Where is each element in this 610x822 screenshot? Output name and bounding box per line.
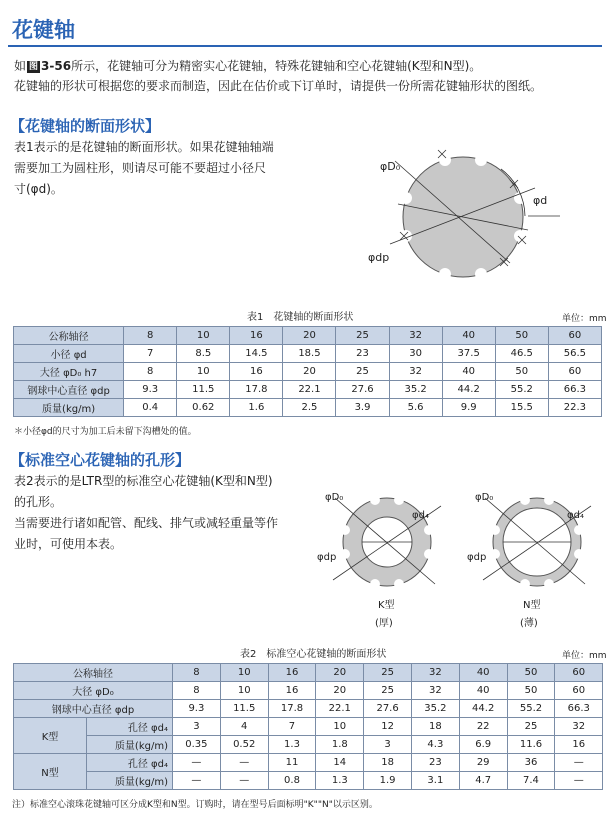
header-cell: 公称轴径 — [14, 664, 173, 682]
table-cell: 17.8 — [230, 381, 283, 399]
header-cell: 50 — [507, 664, 555, 682]
table-cell: 3 — [173, 718, 221, 736]
table-row — [14, 754, 603, 772]
table-cell: 7.4 — [507, 772, 555, 790]
row-label: 质量(kg/m) — [14, 399, 124, 417]
section-heading-cross-section: 【花键轴的断面形状】 — [10, 117, 161, 135]
table-cell: 0.35 — [173, 736, 221, 754]
intro-text: 所示，花键轴可分为精密实心花键轴，特殊花键轴和空心花键轴(K型和N型)。 — [71, 59, 482, 73]
row-label: 孔径 φd₄ — [87, 718, 173, 736]
table-cell: 16 — [268, 682, 316, 700]
table-row — [14, 772, 603, 790]
header-cell: 20 — [316, 664, 364, 682]
section2-line: 当需要进行诸如配管、配线、排气或减轻重量等作 — [14, 516, 279, 530]
table-cell: 7 — [268, 718, 316, 736]
section1-line: 表1表示的是花键轴的断面形状。如果花键轴轴端 — [14, 140, 274, 154]
intro-line-1 — [14, 57, 481, 75]
table-row — [14, 736, 603, 754]
table-cell: 1.3 — [268, 736, 316, 754]
page-title: 花键轴 — [12, 18, 75, 42]
table-cell: 3.1 — [411, 772, 459, 790]
section1-line: 寸(φd)。 — [14, 182, 63, 196]
table-cell: 11.5 — [220, 700, 268, 718]
table-cell: 36 — [507, 754, 555, 772]
header-cell: 8 — [124, 327, 177, 345]
table-row — [14, 700, 603, 718]
table-cell: 32 — [555, 718, 603, 736]
table-cell: 8.5 — [177, 345, 230, 363]
table2 — [13, 663, 603, 790]
table-cell: 27.6 — [336, 381, 389, 399]
table2-caption: 表2 标准空心花键轴的断面形状 — [240, 649, 387, 660]
table-row — [14, 718, 603, 736]
row-label: 钢球中心直径 φdp — [14, 700, 173, 718]
header-cell: 8 — [173, 664, 221, 682]
table-cell: 1.8 — [316, 736, 364, 754]
header-cell: 20 — [283, 327, 336, 345]
table-cell: — — [220, 772, 268, 790]
table-cell: 44.2 — [459, 700, 507, 718]
group-label-n: N型 — [14, 754, 87, 790]
table-cell: 0.62 — [177, 399, 230, 417]
header-cell: 60 — [555, 664, 603, 682]
figure-badge: 图 — [29, 62, 39, 72]
n-type-label: N型 — [523, 600, 541, 611]
table-cell: 20 — [283, 363, 336, 381]
table-cell: 7 — [124, 345, 177, 363]
table-cell: 12 — [364, 718, 412, 736]
table-row — [14, 381, 602, 399]
header-cell: 公称轴径 — [14, 327, 124, 345]
n-type-diagram — [465, 484, 605, 596]
table-cell: 10 — [177, 363, 230, 381]
table-cell: 37.5 — [442, 345, 495, 363]
header-cell: 16 — [230, 327, 283, 345]
table-cell: 3.9 — [336, 399, 389, 417]
header-cell: 32 — [411, 664, 459, 682]
table-cell: 14.5 — [230, 345, 283, 363]
section1-line: 需要加工为圆柱形，则请尽可能不要超过小径尺 — [14, 161, 267, 175]
header-cell: 16 — [268, 664, 316, 682]
table-cell: — — [173, 772, 221, 790]
table-cell: 4.3 — [411, 736, 459, 754]
table2-note: 注）标准空心滚珠花键轴可区分成K型和N型。订购时，请在型号后面标明"K""N"以示区别。 — [12, 800, 378, 810]
table-cell: 22.3 — [548, 399, 601, 417]
table-cell: 14 — [316, 754, 364, 772]
table-cell: 1.6 — [230, 399, 283, 417]
table-row — [14, 345, 602, 363]
n-label-d0: φD₀ — [475, 492, 494, 503]
header-cell: 50 — [495, 327, 548, 345]
header-cell: 60 — [548, 327, 601, 345]
row-label: 大径 φD₀ h7 — [14, 363, 124, 381]
header-cell: 10 — [220, 664, 268, 682]
label-dp: φdp — [368, 251, 390, 264]
table-cell: 50 — [507, 682, 555, 700]
n-type-sublabel: (薄) — [520, 618, 538, 629]
table-cell: 11.5 — [177, 381, 230, 399]
table-cell: 9.3 — [173, 700, 221, 718]
table1-unit: 单位：mm — [562, 314, 607, 324]
table-cell: — — [220, 754, 268, 772]
table-cell: 16 — [230, 363, 283, 381]
table-cell: 60 — [555, 682, 603, 700]
section2-line: 业时，可使用本表。 — [14, 537, 123, 551]
row-label: 孔径 φd₄ — [87, 754, 173, 772]
section-heading-hollow-shaft: 【标准空心花键轴的孔形】 — [10, 451, 191, 469]
table-cell: 29 — [459, 754, 507, 772]
section2-line: 表2表示的是LTR型的标准空心花键轴(K型和N型) — [14, 474, 273, 488]
header-cell: 25 — [364, 664, 412, 682]
table-cell: 50 — [495, 363, 548, 381]
table-cell: 32 — [389, 363, 442, 381]
table1-caption: 表1 花键轴的断面形状 — [247, 312, 354, 323]
table-cell: 3 — [364, 736, 412, 754]
table-row — [14, 363, 602, 381]
table-row — [14, 399, 602, 417]
table-cell: — — [173, 754, 221, 772]
table-cell: 0.52 — [220, 736, 268, 754]
table-cell: 22 — [459, 718, 507, 736]
table1-note: ＊小径φd的尺寸为加工后未留下沟槽处的值。 — [14, 427, 197, 437]
table-cell: 10 — [220, 682, 268, 700]
table-cell: 10 — [316, 718, 364, 736]
header-cell: 10 — [177, 327, 230, 345]
row-label: 小径 φd — [14, 345, 124, 363]
table-cell: 40 — [459, 682, 507, 700]
table-cell: 22.1 — [283, 381, 336, 399]
table-cell: — — [555, 772, 603, 790]
header-cell: 40 — [459, 664, 507, 682]
k-label-dp: φdp — [317, 552, 337, 563]
table2-unit: 单位：mm — [562, 651, 607, 661]
row-label: 大径 φD₀ — [14, 682, 173, 700]
table-cell: 35.2 — [411, 700, 459, 718]
intro-line-2: 花键轴的形状可根据您的要求而制造，因此在估价或下订单时，请提供一份所需花键轴形状的图纸。 — [14, 79, 543, 93]
label-d0: φD₀ — [380, 160, 401, 173]
section2-paragraph — [14, 471, 278, 555]
table-cell: 18 — [364, 754, 412, 772]
table-cell: 22.1 — [316, 700, 364, 718]
table-cell: 16 — [555, 736, 603, 754]
table-row — [14, 682, 603, 700]
table-cell: 46.5 — [495, 345, 548, 363]
table-cell: 0.4 — [124, 399, 177, 417]
table-cell: — — [555, 754, 603, 772]
table-cell: 66.3 — [555, 700, 603, 718]
table-cell: 18 — [411, 718, 459, 736]
table-cell: 4.7 — [459, 772, 507, 790]
table-cell: 60 — [548, 363, 601, 381]
row-label: 质量(kg/m) — [87, 772, 173, 790]
table-cell: 25 — [364, 682, 412, 700]
table-cell: 66.3 — [548, 381, 601, 399]
table-cell: 20 — [316, 682, 364, 700]
k-type-label: K型 — [378, 600, 395, 611]
row-label: 钢球中心直径 φdp — [14, 381, 124, 399]
table-header-row — [14, 664, 603, 682]
label-d: φd — [533, 194, 548, 207]
k-type-diagram — [315, 484, 455, 596]
table-cell: 56.5 — [548, 345, 601, 363]
table-cell: 17.8 — [268, 700, 316, 718]
table-cell: 44.2 — [442, 381, 495, 399]
header-cell: 25 — [336, 327, 389, 345]
k-label-d0: φD₀ — [325, 492, 344, 503]
section2-line: 的孔形。 — [14, 495, 63, 509]
group-label-k: K型 — [14, 718, 87, 754]
table-cell: 9.9 — [442, 399, 495, 417]
intro-text: 如 — [14, 59, 27, 73]
table-cell: 1.9 — [364, 772, 412, 790]
table-cell: 11.6 — [507, 736, 555, 754]
table-cell: 15.5 — [495, 399, 548, 417]
table-cell: 40 — [442, 363, 495, 381]
table-cell: 8 — [124, 363, 177, 381]
figure-reference: 3-56 — [41, 59, 72, 73]
table-cell: 32 — [411, 682, 459, 700]
k-type-sublabel: (厚) — [375, 618, 393, 629]
table-cell: 55.2 — [507, 700, 555, 718]
table-cell: 25 — [507, 718, 555, 736]
k-label-d4: φd₄ — [412, 510, 429, 521]
section1-paragraph — [14, 137, 274, 200]
table-cell: 8 — [173, 682, 221, 700]
table-cell: 1.3 — [316, 772, 364, 790]
table-cell: 23 — [411, 754, 459, 772]
table-cell: 9.3 — [124, 381, 177, 399]
table-header-row — [14, 327, 602, 345]
table-cell: 6.9 — [459, 736, 507, 754]
table-cell: 23 — [336, 345, 389, 363]
header-cell: 40 — [442, 327, 495, 345]
n-label-d4: φd₄ — [567, 510, 584, 521]
table-cell: 0.8 — [268, 772, 316, 790]
table-cell: 27.6 — [364, 700, 412, 718]
table-cell: 55.2 — [495, 381, 548, 399]
table-cell: 35.2 — [389, 381, 442, 399]
table-cell: 30 — [389, 345, 442, 363]
table-cell: 4 — [220, 718, 268, 736]
spline-shaft-diagram — [360, 138, 570, 288]
table-cell: 5.6 — [389, 399, 442, 417]
table-cell: 25 — [336, 363, 389, 381]
header-cell: 32 — [389, 327, 442, 345]
table-cell: 2.5 — [283, 399, 336, 417]
table-cell: 11 — [268, 754, 316, 772]
table-cell: 18.5 — [283, 345, 336, 363]
row-label: 质量(kg/m) — [87, 736, 173, 754]
table1 — [13, 326, 602, 417]
n-label-dp: φdp — [467, 552, 487, 563]
title-divider — [8, 45, 602, 47]
